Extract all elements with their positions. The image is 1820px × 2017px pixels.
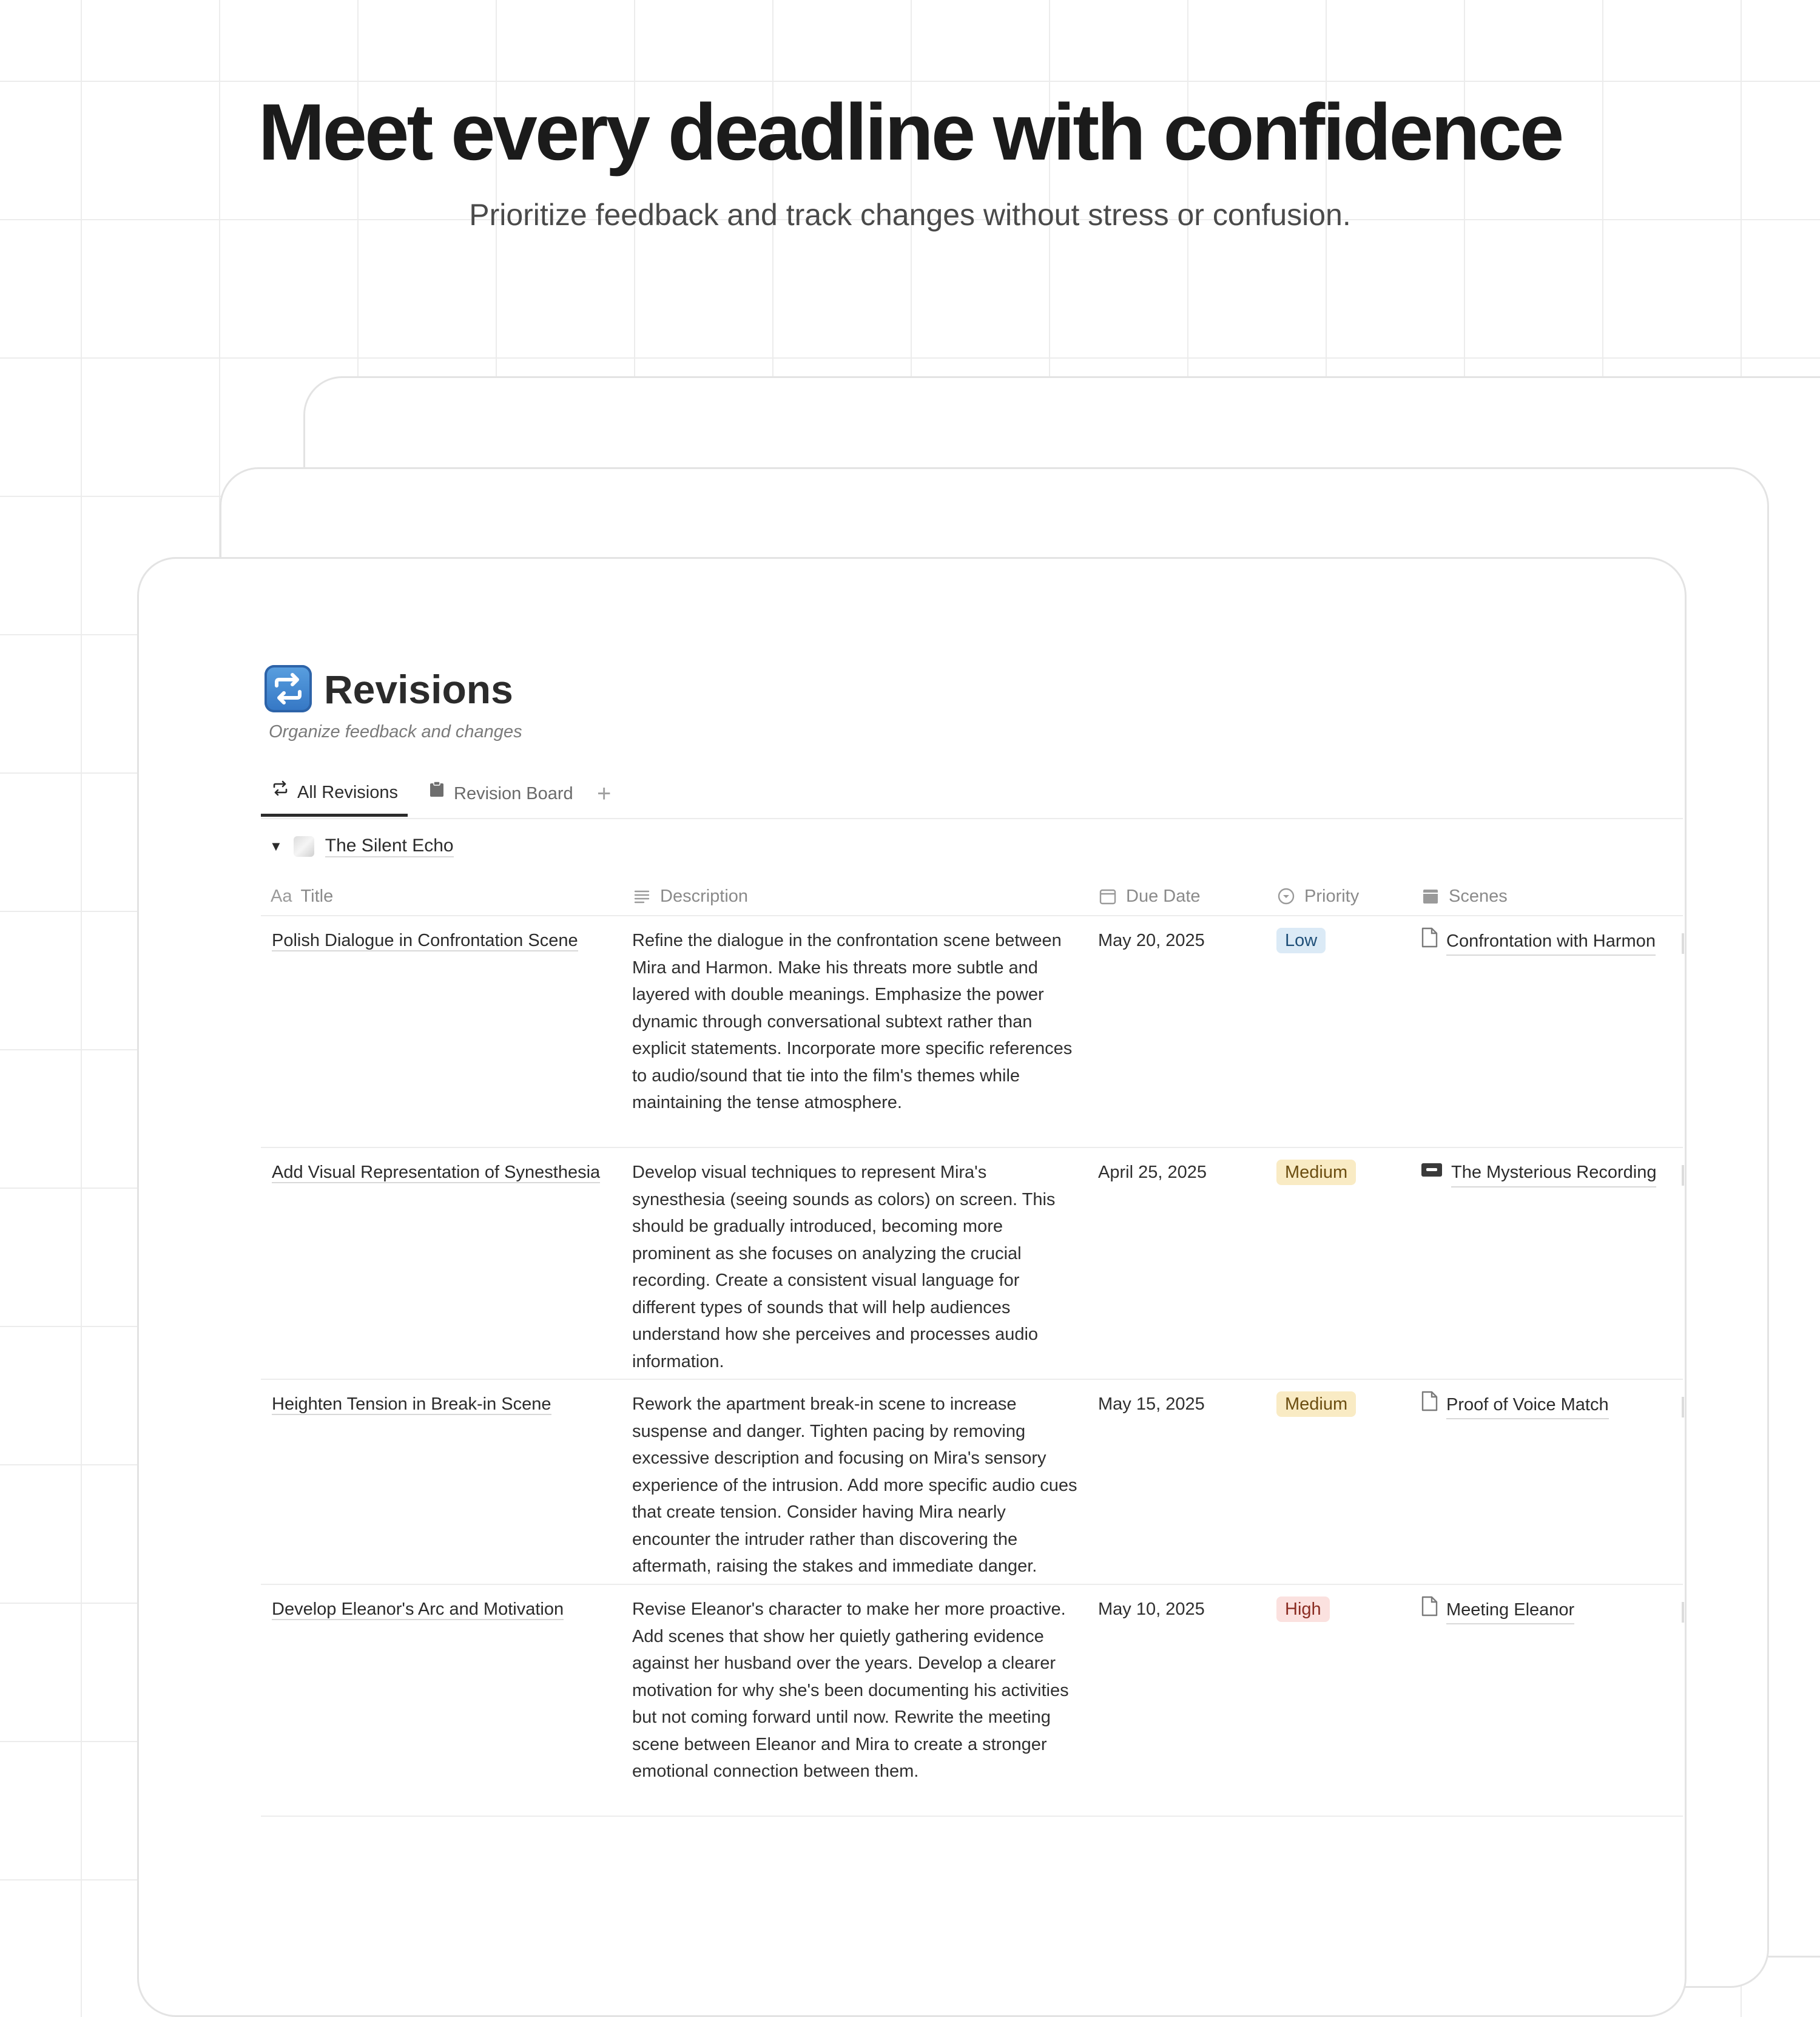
row-scene[interactable]: Meeting Eleanor <box>1421 1596 1677 1625</box>
row-priority[interactable] <box>1276 927 1326 954</box>
tab-revision-board[interactable] <box>427 771 573 817</box>
row-due-date: May 15, 2025 <box>1098 1394 1205 1414</box>
column-header-description[interactable]: Description <box>632 879 748 914</box>
priority-badge: High <box>1276 1596 1330 1622</box>
tab-all-revisions[interactable] <box>261 771 408 817</box>
row-due-date: May 20, 2025 <box>1098 931 1205 950</box>
row-description: Rework the apartment break-in scene to increase suspense and danger. Tighten pacing by removing excessive description and focusing on Mira's sensory experience of the intrusion. Add more specific audio cues that create tension. Consider having Mira nearly encounter the intruder rather than discovering the aftermath, raising the stakes and immediate danger. <box>632 1394 1077 1576</box>
page-icon <box>1421 1391 1438 1420</box>
view-tabs <box>261 771 1683 819</box>
group-image-icon <box>294 836 314 857</box>
select-icon <box>1276 887 1296 906</box>
row-due-date: May 10, 2025 <box>1098 1600 1205 1619</box>
column-header-scenes[interactable]: Scenes <box>1421 879 1508 914</box>
priority-badge: Medium <box>1276 1391 1356 1417</box>
priority-badge: Medium <box>1276 1160 1356 1185</box>
hero-headline: Meet every deadline with confidence <box>258 87 1562 177</box>
column-header-priority[interactable]: Priority <box>1276 879 1359 914</box>
clipboard-icon <box>427 772 447 815</box>
clapperboard-icon <box>1421 887 1440 906</box>
row-due-date: April 25, 2025 <box>1098 1163 1207 1182</box>
group-header[interactable] <box>269 833 454 860</box>
tab-label: Revision Board <box>454 784 573 803</box>
repeat-icon <box>265 665 312 712</box>
row-title[interactable]: Develop Eleanor's Arc and Motivation <box>272 1600 564 1619</box>
text-type-icon: Aa <box>271 886 292 906</box>
column-header-title[interactable]: Aa Title <box>271 886 334 906</box>
row-priority[interactable] <box>1276 1391 1356 1418</box>
row-description: Refine the dialogue in the confrontation scene between Mira and Harmon. Make his threats more subtle and layered with double meanings. Emphasize the power dynamic through conversational subtext rather than explicit statements. Incorporate more specific references to audio/sound that tie into the film's themes while maintaining the tense atmosphere. <box>632 931 1073 1112</box>
column-edge <box>1682 1602 1684 1623</box>
row-scene[interactable]: Confrontation with Harmon <box>1421 927 1677 956</box>
column-header-due-date[interactable]: Due Date <box>1098 879 1201 914</box>
column-edge <box>1682 933 1684 954</box>
repeat-icon <box>271 771 290 814</box>
column-edge <box>1682 1397 1684 1417</box>
add-view-button[interactable]: + <box>597 780 612 807</box>
page-icon <box>1421 927 1438 956</box>
caret-down-icon[interactable]: ▼ <box>269 839 283 854</box>
tab-label: All Revisions <box>297 782 398 802</box>
group-label[interactable]: The Silent Echo <box>325 836 454 857</box>
table-row[interactable] <box>261 1380 1683 1585</box>
lines-icon <box>632 887 652 906</box>
table-row[interactable] <box>261 1585 1683 1817</box>
row-description: Revise Eleanor's character to make her more proactive. Add scenes that show her quietly gathering evidence against her husband over the years. Develop a clearer motivation for why she's been documenting his activities but not coming forward until now. Rewrite the meeting scene between Eleanor and Mira to create a stronger emotional connection between them. <box>632 1600 1069 1781</box>
row-priority[interactable] <box>1276 1596 1330 1623</box>
row-title[interactable]: Add Visual Representation of Synesthesia <box>272 1163 601 1182</box>
row-title[interactable]: Polish Dialogue in Confrontation Scene <box>272 931 578 950</box>
page-icon <box>1421 1596 1438 1625</box>
row-scene[interactable]: The Mysterious Recording <box>1421 1159 1677 1188</box>
table-header <box>261 879 1683 916</box>
row-scene[interactable]: Proof of Voice Match <box>1421 1391 1677 1420</box>
table-row[interactable] <box>261 1148 1683 1380</box>
hero-subline: Prioritize feedback and track changes without stress or confusion. <box>469 198 1351 232</box>
table-row[interactable] <box>261 916 1683 1148</box>
cassette-icon <box>1421 1160 1443 1187</box>
page-description: Organize feedback and changes <box>269 722 522 742</box>
column-edge <box>1682 1165 1684 1186</box>
calendar-icon <box>1098 887 1117 906</box>
priority-badge: Low <box>1276 928 1326 953</box>
row-title[interactable]: Heighten Tension in Break-in Scene <box>272 1394 551 1414</box>
page-title: Revisions <box>324 667 513 712</box>
row-priority[interactable] <box>1276 1159 1356 1186</box>
row-description: Develop visual techniques to represent Mira's synesthesia (seeing sounds as colors) on screen. This should be gradually introduced, becoming more prominent as she focuses on analyzing the crucial recording. Create a consistent visual language for different types of sounds that will help audiences understand how she perceives and processes audio information. <box>632 1163 1056 1371</box>
